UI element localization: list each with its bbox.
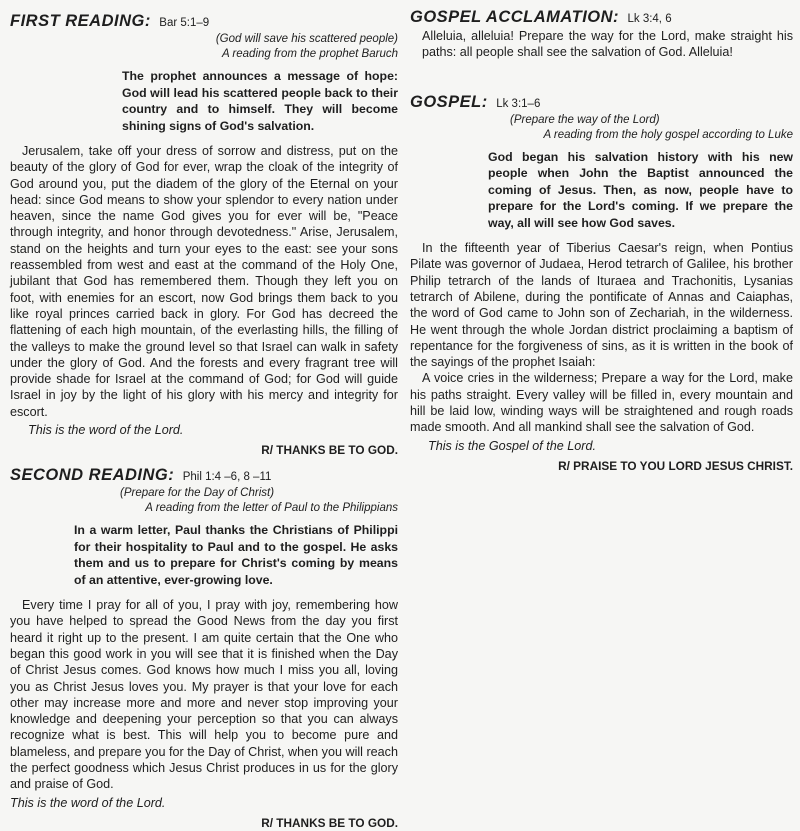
first-reading-response: R/ THANKS BE TO GOD. [261,443,398,458]
first-reading-summary: The prophet announces a message of hope: God will lead his scattered people back to their country and to himself. They will become shining signs of God's salvation. [122,69,398,133]
acclamation-text: Alleluia, alleluia! Prepare the way for the Lord, make straight his paths: all people shall see the salvation of God. Alleluia! [422,29,793,60]
second-reading-subtitle: (Prepare for the Day of Christ) [120,487,275,500]
acclamation-citation: Lk 3:4, 6 [627,13,672,25]
acclamation-header [410,8,793,28]
gospel-citation: Lk 3:1–6 [496,97,541,110]
first-reading-header [10,12,398,32]
gospel-text: In the fifteenth year of Tiberius Caesar's reign, when Pontius Pilate was governor of Judaea, Herod tetrarch of Galilee, his brother Philip tetrarch of the lands of Ituraea and Trachonitis, Lysanias tetrarch of Abilene, during the pontificate of Annas and Caiaphas, the word of God came to John son of Zechariah, in the wilderness. He went through the whole Jordan district proclaiming a baptism of repentance for the forgiveness of sins, as it is written in the book of the sayings of the prophet Isaiah: [410,241,793,370]
gospel-title: GOSPEL: [410,92,488,111]
second-reading-closing: This is the word of the Lord. [10,795,166,810]
right-column [410,0,793,474]
second-reading-title: SECOND READING: [10,466,175,485]
gospel-source: A reading from the holy gospel according to Luke [543,128,793,141]
first-reading-text: Jerusalem, take off your dress of sorrow and distress, put on the beauty of the glory of God for ever, wrap the cloak of the integrity of God around you, put the diadem of the glory of the Eternal on your head: since God means to show your splendor to every nation under heaven, since the name God gives you for ever will be, "Peace through integrity, and honor through devotedness." Arise, Jerusalem, stand on the heights and turn your eyes to the east: see your sons reassembled from west and east at the command of the Holy One, jubilant that God has remembered them. Though they left you on foot, with enemies for an escort, now God brings them back to you like royal princes carried back in glory. For God has decreed the flattening of each high mountain, of the everlasting hills, the filling of the valleys to make the ground level so that Israel can walk in safety under the glory of God. And the forests and every fragrant tree will provide shade for Israel at the command of God; for God will guide Israel in joy by the light of his glory with his mercy and integrity for escort. [10,144,398,419]
gospel-subtitle: (Prepare the way of the Lord) [510,113,660,126]
gospel-text-quote: A voice cries in the wilderness; Prepare a way for the Lord, make his paths straight. Every valley will be filled in, every mountain and hill be laid low, winding ways will be straightened and rough roads made smooth. And all mankind shall see the salvation of God. [410,371,793,435]
gospel-acclamation [410,0,793,61]
left-column [10,0,398,831]
first-reading-source: A reading from the prophet Baruch [221,48,398,60]
gospel-response: R/ PRAISE TO YOU LORD JESUS CHRIST. [558,458,793,473]
first-reading-title: FIRST READING: [10,12,151,30]
gospel [410,61,793,474]
second-reading-text: Every time I pray for all of you, I pray with joy, remembering how you have helped to spread the Good News from the day you first heard it right up to the present. I am quite certain that the One who began this good work in you will see that it is finished when the Day of Christ Jesus comes. God knows how much I miss you all, loving you as Christ Jesus loves you. My prayer is that your love for each other may increase more and more and never stop improving your knowledge and deepening your perception so that you can always recognize what is best. This will help you to become pure and blameless, and prepare you for the Day of Christ, when you will reach the perfect goodness which Jesus Christ produces in us for the glory and praise of God. [10,598,398,792]
second-reading-citation: Phil 1:4 –6, 8 –11 [182,471,272,484]
gospel-summary: God began his salvation history with his new people when John the Baptist announced the coming of Jesus. Then, as now, people have to prepare for the Lord's coming. If we prepare the way, all will see how God saves. [488,149,793,230]
first-reading-closing: This is the word of the Lord. [28,423,184,438]
second-reading [10,458,398,831]
second-reading-header [10,466,398,486]
second-reading-summary: In a warm letter, Paul thanks the Christians of Philippi for their hospitality to Paul and to the gospel. He asks them and us to prepare for Christ's coming by means of an attentive, ever-growing love. [74,523,398,587]
gospel-closing: This is the Gospel of the Lord. [428,438,597,453]
first-reading-citation: Bar 5:1–9 [159,17,210,29]
first-reading [10,0,398,458]
second-reading-response: R/ THANKS BE TO GOD. [261,815,398,830]
gospel-header [410,93,793,113]
first-reading-subtitle: (God will save his scattered people) [215,33,398,45]
acclamation-title: GOSPEL ACCLAMATION: [410,8,620,26]
second-reading-source: A reading from the letter of Paul to the Philippians [145,502,398,515]
